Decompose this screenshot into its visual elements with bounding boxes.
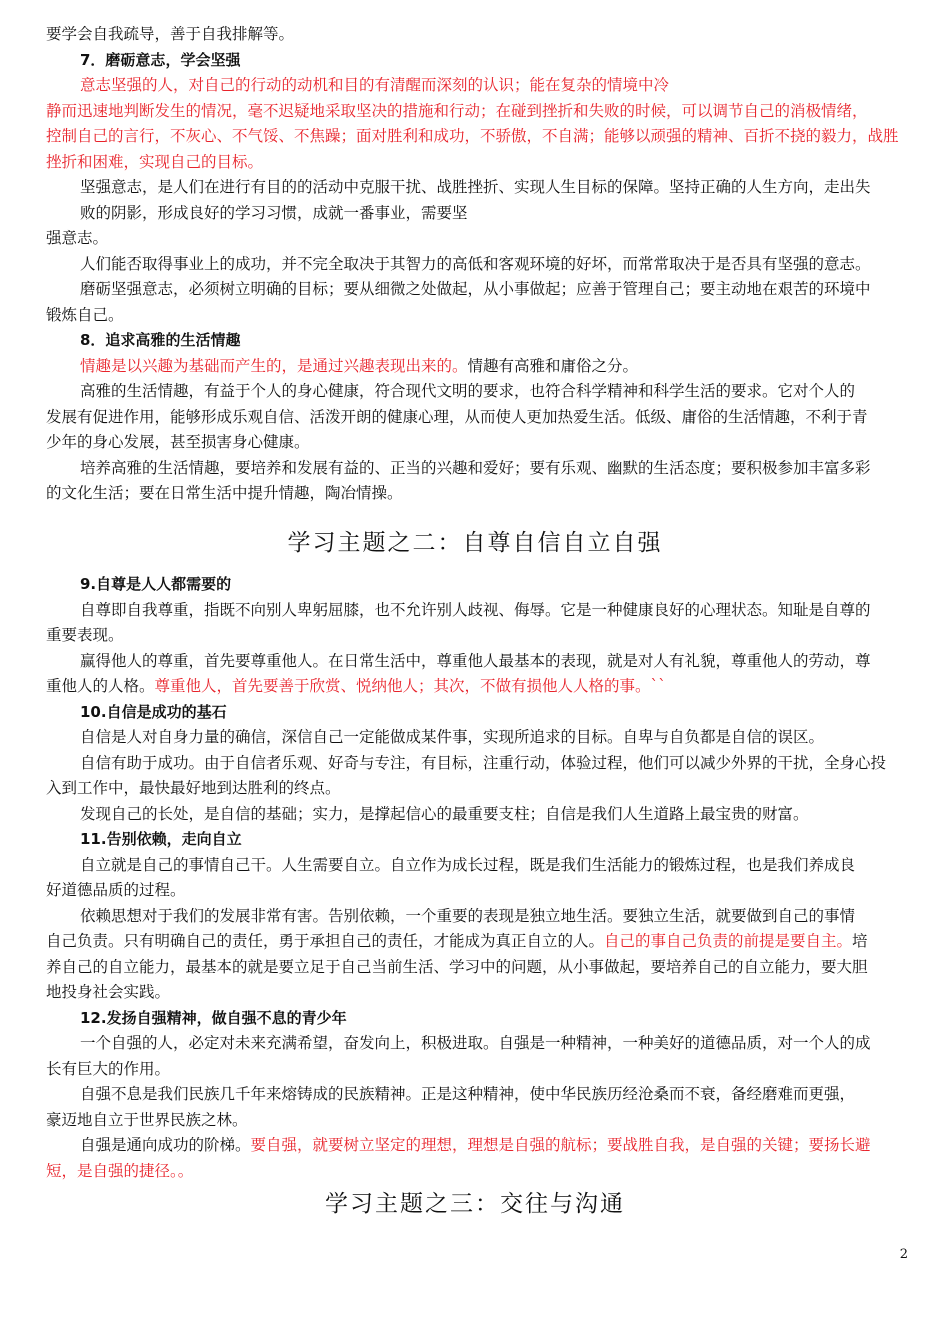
topic-heading: 学习主题之二：自尊自信自立自强 (287, 530, 663, 556)
text-line (46, 430, 908, 454)
highlighted-text: 情趣是以兴趣为基础而产生的，是通过兴趣表现出来的。 (80, 357, 468, 375)
text-line (46, 878, 908, 902)
text-line (80, 649, 908, 673)
body-text: 自己负责。只有明确自己的责任，勇于承担自己的责任，才能成为真正自立的人。 (46, 932, 605, 950)
text-line (80, 1133, 908, 1157)
body-text: 自强不息是我们民族几千年来熔铸成的民族精神。正是这种精神，使中华民族历经沧桑而不衰，备经磨难而更强， (80, 1085, 856, 1103)
text-line (46, 955, 908, 979)
body-text: 重要表现。 (46, 626, 124, 644)
text-line (80, 379, 908, 403)
body-text: 磨砺坚强意志，必须树立明确的目标；要从细微之处做起，从小事做起；应善于管理自己；要主动地在艰苦的环境中 (80, 280, 871, 298)
body-text: 的文化生活；要在日常生活中提升情趣，陶冶情操。 (46, 484, 403, 502)
highlighted-text: 挫折和困难，实现自己的目标。 (46, 153, 264, 171)
section-title (80, 700, 908, 724)
body-text: 发展有促进作用，能够形成乐观自信、活泼开朗的健康心理，从而使人更加热爱生活。低级、庸俗的生活情趣，不利于青 (46, 408, 868, 426)
body-text: 长有巨大的作用。 (46, 1060, 171, 1078)
body-text: 坚强意志，是人们在进行有目的的活动中克服干扰、战胜挫折、实现人生目标的保障。坚持正确的人生方向，走出失 (80, 178, 871, 196)
text-line (80, 456, 908, 480)
text-line (46, 980, 908, 1004)
body-text: 入到工作中，最快最好地到达胜利的终点。 (46, 779, 341, 797)
body-text: 情趣有高雅和庸俗之分。 (467, 357, 639, 375)
highlighted-text: 自己的事自己负责的前提是要自主。 (604, 932, 853, 950)
body-text: 重他人的人格。 (46, 677, 155, 695)
text-line (80, 802, 908, 826)
body-text: 7．磨砺意志，学会坚强 (80, 51, 241, 69)
body-text: 锻炼自己。 (46, 306, 124, 324)
body-text: 自尊即自我尊重，指既不向别人卑躬屈膝，也不允许别人歧视、侮辱。它是一种健康良好的心理状态。知耻是自尊的 (80, 601, 871, 619)
text-line (80, 1031, 908, 1055)
section-title (80, 827, 908, 851)
text-line (80, 751, 908, 775)
body-text: 养自己的自立能力，最基本的就是要立足于自己当前生活、学习中的问题，从小事做起，要培养自己的自立能力，要大胆 (46, 958, 868, 976)
body-text: 11.告别依赖，走向自立 (80, 830, 242, 848)
text-line (46, 1057, 908, 1081)
body-text: 依赖思想对于我们的发展非常有害。告别依赖，一个重要的表现是独立地生活。要独立生活，就要做到自己的事情 (80, 907, 856, 925)
text-line (46, 674, 908, 698)
body-text: 好道德品质的过程。 (46, 881, 186, 899)
body-text: 8．追求高雅的生活情趣 (80, 331, 241, 349)
text-line (80, 853, 908, 877)
text-line (46, 405, 908, 429)
body-text: 少年的身心发展，甚至损害身心健康。 (46, 433, 310, 451)
body-text: 高雅的生活情趣，有益于个人的身心健康，符合现代文明的要求，也符合科学精神和科学生活的要求。它对个人的 (80, 382, 856, 400)
body-text: 发现自己的长处，是自信的基础；实力，是撑起信心的最重要支柱；自信是我们人生道路上最宝贵的财富。 (80, 805, 809, 823)
text-line (46, 303, 908, 327)
highlighted-text: 要自强，就要树立坚定的理想，理想是自强的航标；要战胜自我，是自强的关键；要扬长避 (250, 1136, 871, 1154)
text-line (46, 776, 908, 800)
text-line (46, 150, 908, 174)
body-text: 强意志。 (46, 229, 109, 247)
text-line (80, 725, 908, 749)
text-line (46, 623, 908, 647)
body-text: 一个自强的人，必定对未来充满希望，奋发向上，积极进取。自强是一种精神，一种美好的道德品质，对一个人的成 (80, 1034, 871, 1052)
body-text: 自信有助于成功。由于自信者乐观、好奇与专注，有目标，注重行动，体验过程，他们可以减少外界的干扰，全身心投 (80, 754, 887, 772)
body-text: 自信是人对自身力量的确信，深信自己一定能做成某件事，实现所追求的目标。自卑与自负都是自信的误区。 (80, 728, 825, 746)
text-line (46, 226, 908, 250)
body-text: 自强是通向成功的阶梯。 (80, 1136, 251, 1154)
highlighted-text: 静而迅速地判断发生的情况，毫不迟疑地采取坚决的措施和行动；在碰到挫折和失败的时候，可以调节自己的消极情绪， (46, 102, 868, 120)
text-line (46, 481, 908, 505)
section-title (80, 328, 908, 352)
body-text: 赢得他人的尊重，首先要尊重他人。在日常生活中，尊重他人最基本的表现，就是对人有礼貌，尊重他人的劳动，尊 (80, 652, 871, 670)
highlighted-text: 控制自己的言行，不灰心、不气馁、不焦躁；面对胜利和成功，不骄傲，不自满；能够以顽强的精神、百折不挠的毅力，战胜 (46, 127, 899, 145)
body-text: 败的阴影，形成良好的学习习惯，成就一番事业，需要坚 (80, 204, 468, 222)
text-line (46, 1108, 908, 1132)
text-line (46, 929, 908, 953)
body-text: 豪迈地自立于世界民族之林。 (46, 1111, 248, 1129)
section-title (80, 572, 908, 596)
text-line (80, 175, 908, 199)
body-text: 9.自尊是人人都需要的 (80, 575, 232, 593)
body-text: 10.自信是成功的基石 (80, 703, 227, 721)
section-title (80, 1006, 908, 1030)
text-line (80, 252, 908, 276)
text-line (80, 904, 908, 928)
text-line (46, 124, 908, 148)
body-text: 地投身社会实践。 (46, 983, 171, 1001)
highlighted-text: 意志坚强的人，对自己的行动的动机和目的有清醒而深刻的认识；能在复杂的情境中冷 (80, 76, 670, 94)
body-text: 培养高雅的生活情趣，要培养和发展有益的、正当的兴趣和爱好；要有乐观、幽默的生活态度；要积极参加丰富多彩 (80, 459, 871, 477)
text-line (80, 1082, 908, 1106)
text-line (80, 354, 908, 378)
body-text: 人们能否取得事业上的成功，并不完全取决于其智力的高低和客观环境的好坏，而常常取决于是否具有坚强的意志。 (80, 255, 871, 273)
text-line (46, 99, 908, 123)
text-line (46, 22, 908, 46)
body-text: 培 (852, 932, 868, 950)
topic-heading: 学习主题之三：交往与沟通 (325, 1191, 625, 1217)
section-title (80, 48, 908, 72)
body-text: 要学会自我疏导，善于自我排解等。 (46, 25, 295, 43)
text-line (80, 598, 908, 622)
text-line (46, 1159, 908, 1183)
text-line (80, 277, 908, 301)
body-text: 12.发扬自强精神，做自强不息的青少年 (80, 1009, 347, 1027)
text-line (80, 201, 908, 225)
highlighted-text: 尊重他人，首先要善于欣赏、悦纳他人；其次，不做有损他人人格的事。`` (154, 677, 667, 695)
text-line (80, 73, 908, 97)
body-text: 自立就是自己的事情自己干。人生需要自立。自立作为成长过程，既是我们生活能力的锻炼过程，也是我们养成良 (80, 856, 856, 874)
highlighted-text: 短，是自强的捷径。。 (46, 1162, 194, 1180)
page-number: 2 (899, 1247, 908, 1262)
